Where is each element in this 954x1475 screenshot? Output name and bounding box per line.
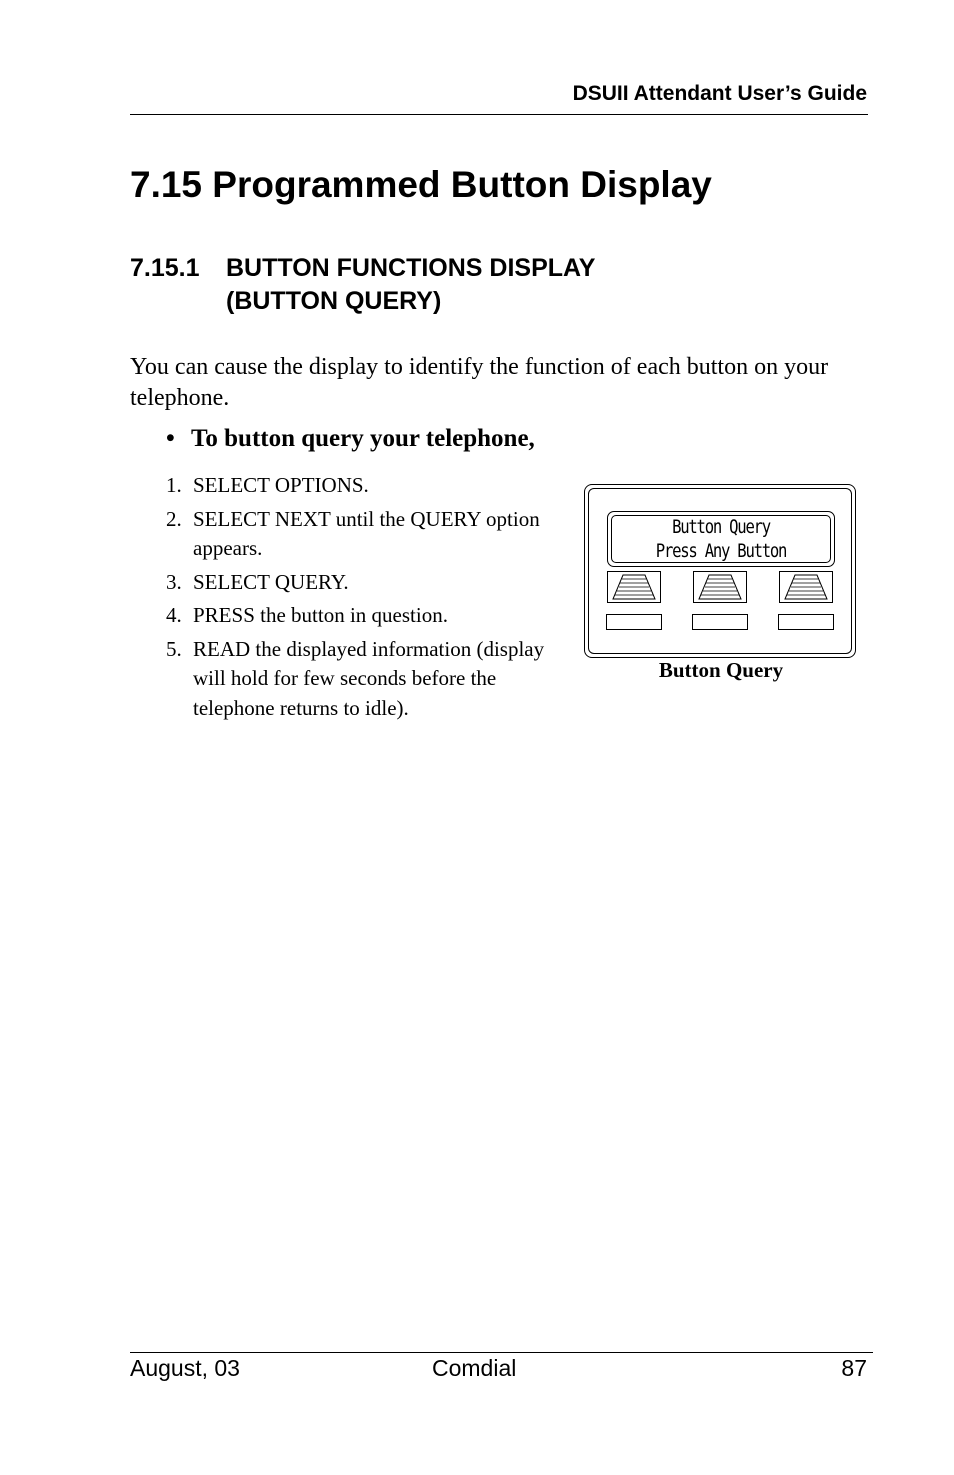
step-text: READ the displayed information (display will hold for few seconds before the telephone returns to idle). bbox=[193, 636, 545, 720]
step-text: SELECT OPTIONS. bbox=[193, 473, 369, 497]
lcd-screen bbox=[611, 515, 831, 563]
footer-company: Comdial bbox=[432, 1355, 517, 1381]
running-header: DSUII Attendant User’s Guide bbox=[572, 82, 867, 105]
key-label-strip-center bbox=[692, 614, 748, 630]
key-wedge-icon bbox=[694, 572, 746, 602]
header-rule bbox=[130, 114, 868, 115]
steps-list bbox=[166, 471, 566, 727]
page-number: 87 bbox=[841, 1355, 867, 1381]
figure-caption: Button Query bbox=[658, 658, 784, 682]
subsection-title bbox=[130, 252, 595, 318]
key-label-strip-left bbox=[606, 614, 662, 630]
step-text: PRESS the button in question. bbox=[193, 603, 448, 627]
step-number: 5. bbox=[166, 636, 182, 661]
key-wedge-icon bbox=[608, 572, 660, 602]
step-item bbox=[166, 601, 566, 631]
telephone-display-illustration bbox=[584, 484, 856, 658]
interactive-key-left bbox=[607, 571, 661, 603]
intro-paragraph: You can cause the display to identify the function of each button on your telephone. bbox=[130, 354, 829, 411]
interactive-key-right bbox=[779, 571, 833, 603]
step-number: 1. bbox=[166, 473, 182, 497]
procedure-heading-text: To button query your telephone, bbox=[191, 425, 535, 452]
step-text: SELECT QUERY. bbox=[193, 569, 349, 594]
lcd-display bbox=[607, 511, 835, 567]
step-item bbox=[166, 568, 566, 598]
subsection-number: 7.15.1 bbox=[130, 254, 200, 282]
procedure-heading bbox=[166, 425, 535, 453]
step-number: 2. bbox=[166, 506, 182, 531]
step-number: 3. bbox=[166, 569, 182, 594]
bullet-symbol: • bbox=[166, 425, 175, 452]
key-label-strip-right bbox=[778, 614, 834, 630]
lcd-line-1: Button Query bbox=[672, 516, 770, 538]
subsection-title-line2: (BUTTON QUERY) bbox=[226, 287, 442, 315]
section-title: 7.15 Programmed Button Display bbox=[130, 164, 712, 205]
key-wedge-icon bbox=[780, 572, 832, 602]
interactive-key-center bbox=[693, 571, 747, 603]
lcd-line-2: Press Any Button bbox=[655, 540, 787, 562]
footer-rule bbox=[130, 1352, 873, 1353]
step-text: SELECT NEXT until the QUERY option appears. bbox=[193, 506, 540, 560]
subsection-title-line1: BUTTON FUNCTIONS DISPLAY bbox=[226, 254, 596, 282]
step-item bbox=[166, 635, 566, 724]
footer-date: August, 03 bbox=[130, 1355, 240, 1381]
step-item bbox=[166, 505, 566, 564]
step-item bbox=[166, 471, 566, 501]
step-number: 4. bbox=[166, 603, 182, 627]
